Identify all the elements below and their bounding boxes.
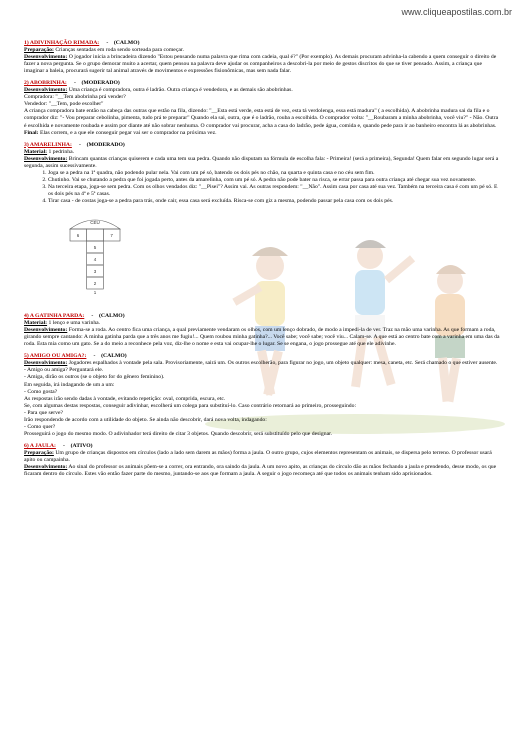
paragraph-label: Preparação: (24, 449, 54, 456)
section-title: 5) AMIGO OU AMIGA?: (24, 353, 87, 360)
steps-list (24, 170, 500, 205)
paragraph-text: Ao sinal do professor os animais põem-se a correr, ora entrando, ora saindo da jaula. A um novo apito, as crianças do círculo dão as mãos fechando a jaula e prendendo, desse modo, os que ficaram dentro do círculo. Estes vão então fazer parte do mesmo, juntando-se aos que formam a jaula. A seguir o jogo recomeça até que todos os animais tenham sido aprisionados. (24, 464, 497, 478)
section-heading: 3) AMARELINHA: - (MODERADO) (24, 141, 125, 148)
hopscotch-cell: 5 (93, 245, 97, 251)
paragraph (24, 327, 500, 348)
paragraph (24, 424, 500, 431)
hopscotch-sky-label: CÉU (90, 220, 100, 226)
list-item: 2. Chutinho. Vai se chutando a pedra que foi jogada perto, antes da amarelinha, com um pé só. A pedra não pode bater na risca, se errar passa para outra criança até chegar sua vez novamente. (48, 177, 500, 184)
paragraph-text: Uma criança é compradora, outra é ladrão. Outra criança é vendedora, e as demais são abobrinhas. (67, 87, 293, 94)
paragraph-text: Forma-se a roda. Ao centro fica uma criança, a qual previamente vendaram os olhos, com um lenço dobrado, de modo a impedi-la de ver. Traz na mão uma varinha. As que formam a roda, girando sempre cantando: A minha gatinha parda que a três anos me fugiu!... Quem roubou minha gatinha?... Você sabe; você sabe; você viu... Calam-se. A que está ao centro bate com a varinha em uma das da roda. Esta mia como um gato. Se a do meio a reconhece pela voz, diz-lhe o nome e esta vai ocupar-lhe o lugar. Se se engana, o jogo prossegue até que ele adivinhe. (24, 327, 500, 348)
hopscotch-cell: 1 (93, 290, 97, 296)
paragraph-text: 1 pedrinha. (47, 148, 75, 155)
paragraph-label: Preparação: (24, 47, 54, 54)
paragraph-text: - Para que serve? (24, 409, 64, 416)
paragraph-label: Desenvolvimento: (24, 54, 68, 61)
paragraph (24, 87, 500, 94)
paragraph-text: - Como gosta? (24, 388, 58, 395)
section-adivinhacao-rimada (24, 40, 500, 75)
section-jaula (24, 443, 500, 478)
paragraph-label: Desenvolvimento: (24, 87, 68, 94)
section-heading: 6) A JAULA: - (ATIVO) (24, 442, 93, 449)
paragraph (24, 108, 500, 129)
paragraph (24, 382, 500, 389)
section-level: (CALMO) (99, 313, 125, 320)
paragraph (24, 450, 500, 464)
section-heading: 2) ABOBRINHA: - (MODERADO) (24, 80, 120, 87)
hopscotch-cell: 7 (110, 233, 113, 239)
section-amigo-ou-amiga (24, 353, 500, 438)
paragraph (24, 94, 500, 101)
section-heading: 1) ADIVINHAÇÃO RIMADA: - (CALMO) (24, 40, 140, 46)
paragraph-text: Prosseguirá o jogo do mesmo modo. O adivinhador terá direito de citar 3 objetos. Quando descobrir, será substituído pelo que designar. (24, 430, 333, 437)
section-level: (CALMO) (101, 353, 127, 360)
section-heading: 4) A GATINHA PARDA: - (CALMO) (24, 313, 125, 320)
paragraph (24, 54, 500, 75)
section-gatinha-parda (24, 313, 500, 348)
section-abobrinha (24, 80, 500, 136)
paragraph-text: A criança compradora bate então na cabeça das outras que estão na fila, dizendo: "__Esta está verde, esta está de vez, esta tá verdolenga, essa está madura" ( a escolhida). A abobrinha madura sai da fila e o comprador diz: "- Vou preparar cebolinha, pimenta, tudo prá te preparar" Quando ela sai, outra, que é o ladrão, rouba a escolhida. O comprador volta: "__Roubaram a minha abobrinha, você viu?" - Não. Outra é escolhida e novamente roubada e assim por diante até não sobrar nenhuma. O comprador vai procurar, acha a casa do ladrão, pede água, comida e, quando pede para ir ao banheiro encontra lá as abobrinhas. (24, 108, 499, 129)
paragraph (24, 403, 500, 410)
hopscotch-cell: 2 (93, 281, 97, 287)
paragraph-label: Desenvolvimento: (24, 360, 68, 367)
paragraph-label: Desenvolvimento: (24, 464, 68, 471)
section-level: (MODERADO) (86, 141, 125, 148)
paragraph (24, 156, 500, 170)
site-url[interactable]: www.cliqueapostilas.com.br (401, 7, 512, 17)
paragraph-text: - Amigo ou amiga? Perguntará ele. (24, 367, 104, 374)
paragraph-label: Material: (24, 320, 48, 327)
paragraph-text: - Amiga, dirão os outros (se o objeto for do gênero feminino). (24, 374, 165, 381)
paragraph (24, 417, 500, 424)
section-title: 4) A GATINHA PARDA: (24, 313, 85, 320)
paragraph (24, 396, 500, 403)
hopscotch-cell: 6 (76, 233, 80, 239)
section-title: 1) ADIVINHAÇÃO RIMADA: (24, 40, 100, 46)
section-level: (ATIVO) (70, 442, 93, 449)
paragraph-text: Irão respondendo de acordo com a utilidade do objeto. Se ainda não descobrir, dará nova volta, indagando: (24, 416, 267, 423)
paragraph (24, 149, 500, 156)
paragraph-text: Jogadores espalhados à vontade pela sala. Provisoriamente, sairá um. Os outros escolherão, para figurar no jogo, um objeto qualquer: mesa, caneta, etc. Será chamado o que estiver ausente. (67, 360, 498, 367)
paragraph (24, 130, 500, 137)
paragraph (24, 389, 500, 396)
list-item: 3. Na terceira etapa, joga-se sem pedra. Com os olhos vendados diz: "__Pisei"? Assim vai. As outras respondem: "__Não". Assim casa por casa até sua vez. Também na terceira casa é com um pé só. E os dois pés na 4ª e 5ª casas. (48, 184, 500, 198)
section-heading: 5) AMIGO OU AMIGA?: - (CALMO) (24, 353, 127, 360)
paragraph-text: Crianças sentadas em roda sendo sorteada para começar. (53, 47, 184, 54)
paragraph-text: As respostas irão sendo dadas à vontade, evitando repetição: oval, comprida, escura, etc. (24, 395, 226, 402)
paragraph-text: Vendedor: "__Tem, pode escolher" (24, 101, 104, 108)
paragraph-text: O jogador inicia a brincadeira dizendo "Estou pensando numa palavra que rima com cadeia, qual é?" (Por exemplo). As demais procuram advinha-la cabendo a quem conseguir o direito de fazer a nova pergunta. Se o grupo demorar muito a acertar, quem pensou na palavra deve ajudar os companheiros a descobri-la por meio de gestos discritos do que se tiver pensado. Assim, a criança que imaginar a baleia, procurará sugerir tal animal através de movimentos e expressões fisionômicas, mas sem nada falar. (24, 54, 497, 75)
paragraph-text: Elas correm, e a que ele conseguir pegar vai ser o comprador na próxima vez. (38, 129, 217, 136)
section-amarelinha (24, 142, 500, 308)
paragraph-label: Material: (24, 148, 48, 155)
section-title: 6) A JAULA: (24, 442, 56, 449)
paragraph-label: Desenvolvimento: (24, 327, 68, 334)
hopscotch-diagram (60, 211, 130, 295)
list-item: 4. Tirar casa - de costas joga-se a pedra para trás, onde cair, essa casa será excluída. Risca-se com giz a mesma, podendo passar pela casa com os dois pés. (48, 198, 500, 205)
hopscotch-cell: 3 (93, 269, 97, 275)
section-level: (MODERADO) (81, 80, 120, 87)
paragraph-text: 1 lenço e uma varinha. (47, 320, 101, 327)
paragraph (24, 410, 500, 417)
document-body (24, 40, 500, 483)
paragraph (24, 360, 500, 367)
paragraph (24, 464, 500, 478)
paragraph-text: Um grupo de crianças dispostos em círculos (lado a lado sem darem as mãos) forma a jaula. O outro grupo, cujos elementos representam os animais, se dispersa pelo terreno. O professor usará apito ou campainha. (24, 449, 492, 463)
paragraph-text: Brincam quantas crianças quiserem e cada uma tem sua pedra. Quando não disputam na fórmula de escolha fala: - Primeira! (será a primeira), Segunda! Quem falar em segundo lugar será a segunda, assim sucessivamente. (24, 155, 499, 169)
section-title: 3) AMARELINHA: (24, 141, 72, 148)
paragraph (24, 374, 500, 381)
section-title: 2) ABOBRINHA: (24, 80, 67, 87)
hopscotch-cell: 4 (93, 257, 97, 263)
paragraph (24, 431, 500, 438)
list-item: 1. Joga se a pedra na 1ª quadra, não podendo pular nela. Vai com um pé só, batendo os dois pés no chão, na quarta e quinta casa e no céu sem fim. (48, 170, 500, 177)
paragraph-text: - Como quer? (24, 423, 56, 430)
section-level: (CALMO) (113, 40, 140, 46)
paragraph-label: Desenvolvimento: (24, 155, 68, 162)
paragraph-text: Em seguida, irá indagando de um a um: (24, 381, 115, 388)
paragraph-label: Final: (24, 129, 39, 136)
paragraph-text: Se, com algumas destas respostas, conseguir adivinhar, escolherá um colega para substituí-lo. Caso contrário retornará ao primeiro, prosseguindo: (24, 402, 357, 409)
paragraph-text: Compradora: "__Tem abobrinha prá vender? (24, 94, 126, 101)
